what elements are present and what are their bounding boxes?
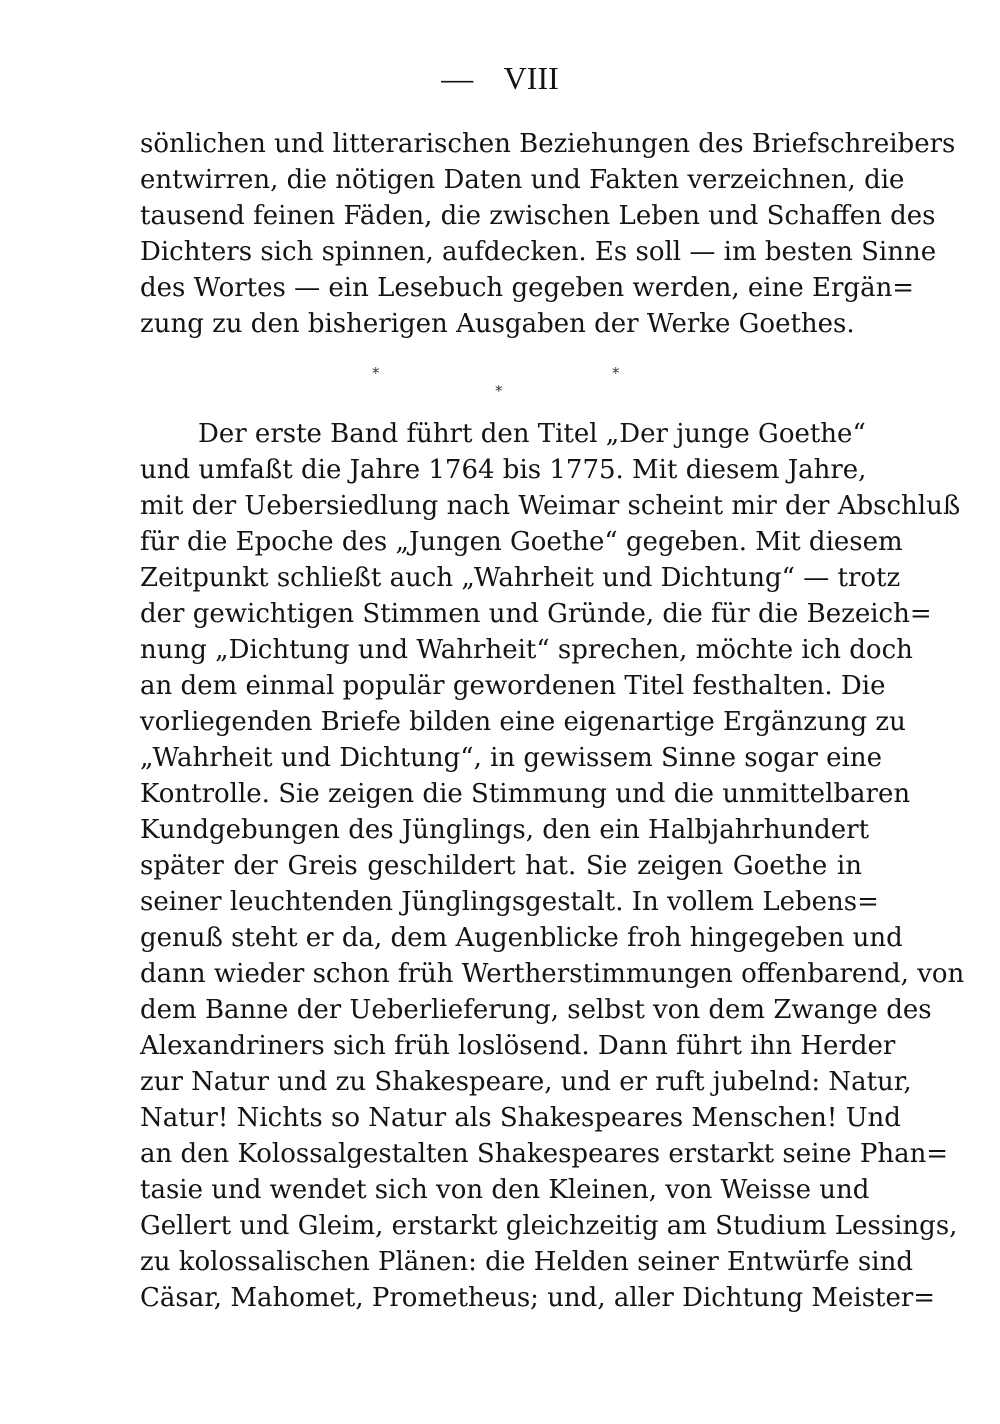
paragraph-main [140,416,965,1316]
text-line: zur Natur und zu Shakespeare, und er ruft jubelnd: Natur, [140,1067,912,1097]
text-line: dem Banne der Ueberlieferung, selbst von dem Zwange des [140,995,932,1025]
text-line: Cäsar, Mahomet, Prometheus; und, aller Dichtung Meister= [140,1283,936,1313]
text-line: Kontrolle. Sie zeigen die Stimmung und die unmittelbaren [140,779,911,809]
text-line: an dem einmal populär gewordenen Titel festhalten. Die [140,671,886,701]
page-header [0,58,1000,98]
text-line: tausend feinen Fäden, die zwischen Leben und Schaffen des [140,201,936,231]
text-line: später der Greis geschildert hat. Sie zeigen Goethe in [140,851,862,881]
text-line: Der erste Band führt den Titel „Der junge Goethe“ [198,419,866,449]
text-line: Zeitpunkt schließt auch „Wahrheit und Dichtung“ — trotz [140,563,901,593]
text-line: zung zu den bisherigen Ausgaben der Werke Goethes. [140,309,855,339]
text-line: zu kolossalischen Plänen: die Helden seiner Entwürfe sind [140,1247,913,1277]
text-line: seiner leuchtenden Jünglingsgestalt. In vollem Lebens= [140,887,879,917]
text-line: der gewichtigen Stimmen und Gründe, die für die Bezeich= [140,599,932,629]
text-line: sönlichen und litterarischen Beziehungen des Briefschreibers [140,129,956,159]
asterism-star: * [612,364,620,382]
text-line: Natur! Nichts so Natur als Shakespeares Menschen! Und [140,1103,901,1133]
asterism-divider [0,362,1000,402]
page-number: VIII [503,60,559,96]
header-dash: — [441,60,473,96]
text-line: vorliegenden Briefe bilden eine eigenartige Ergänzung zu [140,707,906,737]
paragraph-continuation [140,126,956,342]
text-line: für die Epoche des „Jungen Goethe“ gegeben. Mit diesem [140,527,903,557]
text-line: genuß steht er da, dem Augenblicke froh hingegeben und [140,923,903,953]
text-line: mit der Uebersiedlung nach Weimar scheint mir der Abschluß [140,491,961,521]
text-line: Kundgebungen des Jünglings, den ein Halbjahrhundert [140,815,870,845]
text-line: dann wieder schon früh Wertherstimmungen offenbarend, von [140,959,965,989]
asterism-star: * [372,364,380,382]
text-line: und umfaßt die Jahre 1764 bis 1775. Mit diesem Jahre, [140,455,867,485]
text-line: „Wahrheit und Dichtung“, in gewissem Sinne sogar eine [140,743,882,773]
text-line: des Wortes — ein Lesebuch gegeben werden, eine Ergän= [140,273,915,303]
text-line: tasie und wendet sich von den Kleinen, von Weisse und [140,1175,870,1205]
text-line: Gellert und Gleim, erstarkt gleichzeitig am Studium Lessings, [140,1211,958,1241]
text-line: Alexandriners sich früh loslösend. Dann führt ihn Herder [140,1031,896,1061]
text-line: entwirren, die nötigen Daten und Fakten verzeichnen, die [140,165,905,195]
text-line: nung „Dichtung und Wahrheit“ sprechen, möchte ich doch [140,635,913,665]
text-line: Dichters sich spinnen, aufdecken. Es soll — im besten Sinne [140,237,937,267]
asterism-star: * [495,382,503,400]
text-line: an den Kolossalgestalten Shakespeares erstarkt seine Phan= [140,1139,949,1169]
